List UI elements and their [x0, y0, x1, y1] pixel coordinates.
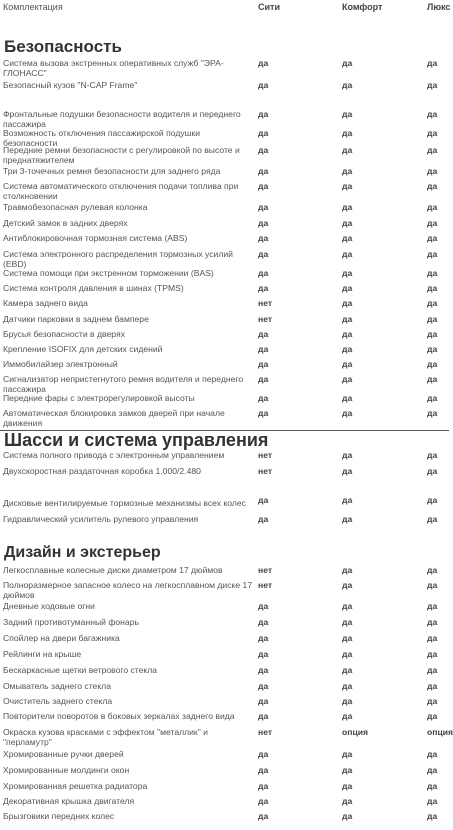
value-comfort: да [342, 495, 353, 505]
value-lux: да [427, 796, 438, 806]
value-lux: да [427, 202, 438, 212]
feature-label: Омыватель заднего стекла [3, 681, 111, 691]
value-comfort: да [342, 408, 353, 418]
value-city: да [258, 359, 269, 369]
value-lux: да [427, 181, 438, 191]
value-comfort: опция [342, 727, 369, 737]
column-header-comfort: Комфорт [342, 2, 383, 12]
value-city: да [258, 811, 269, 821]
value-lux: да [427, 314, 438, 324]
value-comfort: да [342, 298, 353, 308]
feature-label: Иммобилайзер электронный [3, 359, 118, 369]
value-city: да [258, 181, 269, 191]
feature-label: Возможность отключения пассажирской подушки безопасности [3, 128, 201, 148]
value-city: нет [258, 466, 273, 476]
feature-label: Травмобезопасная рулевая колонка [3, 202, 148, 212]
value-lux: да [427, 781, 438, 791]
column-header-configuration: Комплектация [3, 2, 63, 12]
value-comfort: да [342, 249, 353, 259]
feature-label: Хромированные молдинги окон [3, 765, 130, 775]
feature-label: Передние ремни безопасности с регулировкой по высоте и преднатяжителем [3, 145, 240, 165]
value-comfort: да [342, 283, 353, 293]
value-city: да [258, 268, 269, 278]
column-header-lux: Люкс [427, 2, 451, 12]
feature-label: Сигнализатор непристегнутого ремня водителя и переднего пассажира [3, 374, 244, 394]
value-city: да [258, 329, 269, 339]
section-title-chassis: Шасси и система управления [4, 430, 269, 450]
feature-label: Система вызова экстренных оперативных служб "ЭРА-ГЛОНАСС" [3, 58, 224, 78]
value-lux: да [427, 617, 438, 627]
value-lux: да [427, 329, 438, 339]
value-comfort: да [342, 450, 353, 460]
feature-label: Задний противотуманный фонарь [3, 617, 139, 627]
value-comfort: да [342, 665, 353, 675]
value-comfort: да [342, 181, 353, 191]
value-city: да [258, 58, 269, 68]
feature-label: Рейлинги на крыше [3, 649, 82, 659]
value-city: да [258, 765, 269, 775]
value-lux: да [427, 374, 438, 384]
value-city: да [258, 649, 269, 659]
value-city: да [258, 781, 269, 791]
value-lux: да [427, 749, 438, 759]
feature-label: Крепление ISOFIX для детских сидений [3, 344, 163, 354]
column-header-city: Сити [258, 2, 280, 12]
value-city: да [258, 711, 269, 721]
value-lux: да [427, 298, 438, 308]
feature-label: Спойлер на двери багажника [3, 633, 120, 643]
value-comfort: да [342, 329, 353, 339]
value-city: да [258, 202, 269, 212]
value-comfort: да [342, 711, 353, 721]
value-lux: да [427, 218, 438, 228]
value-city: да [258, 166, 269, 176]
value-city: да [258, 80, 269, 90]
value-comfort: да [342, 393, 353, 403]
value-comfort: да [342, 796, 353, 806]
feature-label: Очиститель заднего стекла [3, 696, 113, 706]
value-city: да [258, 796, 269, 806]
value-lux: да [427, 249, 438, 259]
value-lux: да [427, 450, 438, 460]
value-comfort: да [342, 811, 353, 821]
feature-label: Дисковые вентилируемые тормозные механизмы всех колес [3, 498, 246, 508]
value-comfort: да [342, 601, 353, 611]
value-city: да [258, 128, 269, 138]
value-lux: да [427, 393, 438, 403]
value-comfort: да [342, 781, 353, 791]
value-city: да [258, 601, 269, 611]
value-comfort: да [342, 166, 353, 176]
value-comfort: да [342, 202, 353, 212]
feature-label: Повторители поворотов в боковых зеркалах заднего вида [3, 711, 235, 721]
value-comfort: да [342, 268, 353, 278]
value-lux: да [427, 649, 438, 659]
value-city: да [258, 681, 269, 691]
value-lux: да [427, 514, 438, 524]
feature-label: Хромированная решетка радиатора [3, 781, 148, 791]
feature-label: Система контроля давления в шинах (TPMS) [3, 283, 184, 293]
section-title-safety: Безопасность [4, 37, 122, 56]
value-comfort: да [342, 749, 353, 759]
value-city: да [258, 374, 269, 384]
value-lux: да [427, 359, 438, 369]
value-lux: да [427, 233, 438, 243]
value-city: нет [258, 565, 273, 575]
value-lux: да [427, 633, 438, 643]
value-comfort: да [342, 374, 353, 384]
value-lux: да [427, 665, 438, 675]
value-lux: да [427, 128, 438, 138]
value-lux: да [427, 166, 438, 176]
value-city: да [258, 393, 269, 403]
value-comfort: да [342, 580, 353, 590]
feature-label: Антиблокировочная тормозная система (ABS) [3, 233, 188, 243]
value-city: да [258, 145, 269, 155]
value-lux: да [427, 711, 438, 721]
value-city: да [258, 218, 269, 228]
feature-label: Дневные ходовые огни [3, 601, 95, 611]
value-comfort: да [342, 359, 353, 369]
value-comfort: да [342, 233, 353, 243]
value-lux: да [427, 344, 438, 354]
value-lux: да [427, 145, 438, 155]
value-comfort: да [342, 344, 353, 354]
value-comfort: да [342, 128, 353, 138]
value-comfort: да [342, 145, 353, 155]
value-comfort: да [342, 565, 353, 575]
value-comfort: да [342, 514, 353, 524]
feature-label: Декоративная крышка двигателя [3, 796, 135, 806]
value-comfort: да [342, 314, 353, 324]
value-lux: да [427, 565, 438, 575]
value-lux: опция [427, 727, 453, 737]
feature-label: Система полного привода с электронным управлением [3, 450, 225, 460]
feature-label: Брусья безопасности в дверях [3, 329, 125, 339]
feature-label: Гидравлический усилитель рулевого управления [3, 514, 199, 524]
value-city: да [258, 249, 269, 259]
value-city: да [258, 696, 269, 706]
feature-label: Брызговики передних колес [3, 811, 115, 821]
value-lux: да [427, 681, 438, 691]
value-lux: да [427, 58, 438, 68]
feature-label: Полноразмерное запасное колесо на легкосплавном диске 17 дюймов [3, 580, 253, 600]
value-comfort: да [342, 633, 353, 643]
value-comfort: да [342, 466, 353, 476]
feature-label: Система электронного распределения тормозных усилий (EBD) [3, 249, 233, 269]
feature-label: Легкосплавные колесные диски диаметром 17 дюймов [3, 565, 223, 575]
feature-label: Окраска кузова красками с эффектом "металлик" и "перламутр" [3, 727, 208, 747]
value-city: да [258, 408, 269, 418]
value-lux: да [427, 466, 438, 476]
value-city: да [258, 617, 269, 627]
value-city: нет [258, 727, 273, 737]
feature-label: Детский замок в задних дверях [3, 218, 128, 228]
value-city: да [258, 665, 269, 675]
value-city: да [258, 514, 269, 524]
value-comfort: да [342, 218, 353, 228]
value-comfort: да [342, 649, 353, 659]
feature-label: Фронтальные подушки безопасности водителя и переднего пассажира [3, 109, 241, 129]
value-comfort: да [342, 109, 353, 119]
value-city: нет [258, 580, 273, 590]
value-lux: да [427, 601, 438, 611]
feature-label: Безопасный кузов "N-CAP Frame" [3, 80, 138, 90]
value-comfort: да [342, 681, 353, 691]
value-city: да [258, 233, 269, 243]
value-lux: да [427, 811, 438, 821]
value-lux: да [427, 580, 438, 590]
feature-label: Бескаркасные щетки ветрового стекла [3, 665, 158, 675]
feature-label: Камера заднего вида [3, 298, 88, 308]
value-lux: да [427, 268, 438, 278]
value-city: да [258, 283, 269, 293]
value-comfort: да [342, 765, 353, 775]
value-lux: да [427, 765, 438, 775]
value-lux: да [427, 408, 438, 418]
value-city: да [258, 109, 269, 119]
feature-label: Система автоматического отключения подачи топлива при столкновении [3, 181, 239, 201]
feature-label: Передние фары с электрорегулировкой высоты [3, 393, 195, 403]
value-city: да [258, 495, 269, 505]
value-comfort: да [342, 696, 353, 706]
value-city: да [258, 344, 269, 354]
value-comfort: да [342, 617, 353, 627]
value-lux: да [427, 495, 438, 505]
value-city: да [258, 749, 269, 759]
value-city: нет [258, 314, 273, 324]
value-lux: да [427, 109, 438, 119]
value-city: нет [258, 450, 273, 460]
value-lux: да [427, 283, 438, 293]
value-lux: да [427, 80, 438, 90]
feature-label: Хромированные ручки дверей [3, 749, 124, 759]
value-city: нет [258, 298, 273, 308]
section-title-design: Дизайн и экстерьер [4, 544, 161, 561]
feature-label: Три 3-точечных ремня безопасности для заднего ряда [3, 166, 221, 176]
feature-label: Система помощи при экстренном торможении (BAS) [3, 268, 214, 278]
value-city: да [258, 633, 269, 643]
feature-label: Автоматическая блокировка замков дверей при начале движения [3, 408, 225, 428]
value-comfort: да [342, 58, 353, 68]
feature-label: Датчики парковки в заднем бампере [3, 314, 149, 324]
value-lux: да [427, 696, 438, 706]
feature-label: Двухскоростная раздаточная коробка 1.000/2.480 [3, 466, 201, 476]
value-comfort: да [342, 80, 353, 90]
